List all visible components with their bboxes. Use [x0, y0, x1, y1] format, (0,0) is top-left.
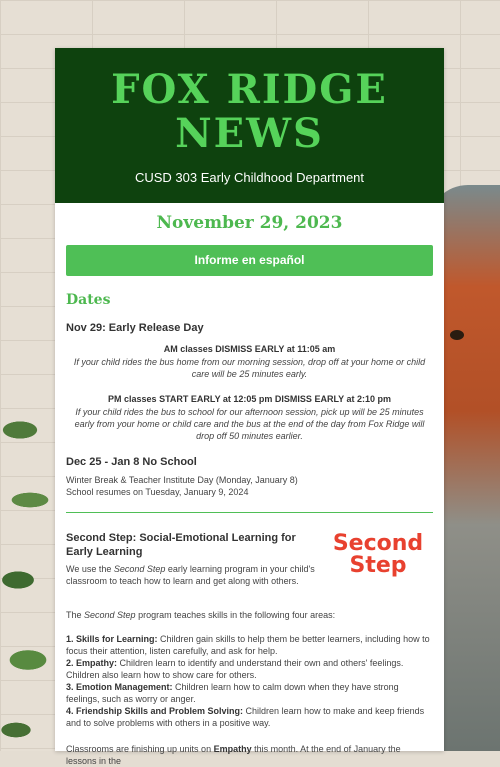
newsletter-title — [55, 68, 444, 156]
winter-break-heading: Dec 25 - Jan 8 No School — [66, 456, 197, 468]
newsletter-subtitle: CUSD 303 Early Childhood Department — [134, 170, 365, 185]
school-resumes-line: School resumes on Tuesday, January 9, 2024 — [66, 487, 249, 497]
skill-area-item: 1. Skills for Learning: Children gain skills to help them be better learners, including how to focus their attention, listen carefully, and ask for help. — [66, 634, 430, 656]
newsletter-header — [55, 48, 444, 203]
early-release-heading: Nov 29: Early Release Day — [66, 322, 204, 334]
skill-area-item: 3. Emotion Management: Children learn how to calm down when they have strong feelings, such as worry or anger. — [66, 682, 399, 704]
pm-dismiss-line: PM classes START EARLY at 12:05 pm DISMISS EARLY at 2:10 pm — [108, 394, 391, 404]
am-bus-note: If your child rides the bus home from our morning session, drop off at your home or child care will be 25 minutes early. — [73, 357, 426, 379]
issue-date: November 29, 2023 — [156, 213, 343, 233]
winter-break-line: Winter Break & Teacher Institute Day (Monday, January 8) — [66, 475, 298, 485]
section-divider — [66, 512, 433, 513]
closing-para: Classrooms are finishing up units on Empathy this month. At the end of January the lessons in the — [66, 744, 401, 766]
second-step-intro — [66, 531, 433, 601]
second-step-logo: Second Step — [332, 531, 424, 578]
skills-intro-para: The Second Step program teaches skills in the following four areas: — [66, 610, 336, 620]
fox-eye — [450, 330, 464, 340]
newsletter-card — [55, 48, 444, 766]
am-dismiss-line: AM classes DISMISS EARLY at 11:05 am — [163, 344, 336, 354]
plant-mural — [0, 390, 60, 751]
title-line-1: FOX RIDGE — [111, 66, 388, 113]
pm-bus-note: If your child rides the bus to school for our afternoon session, pick up will be 25 minutes early from your home or child care and the bus at the end of the day from Fox Ridge will drop off 50 minutes earlier. — [74, 407, 425, 441]
dates-section-title: Dates — [66, 292, 111, 308]
title-line-2: NEWS — [175, 110, 324, 157]
spanish-report-button[interactable]: Informe en español — [66, 245, 433, 276]
skill-areas-list — [66, 633, 433, 729]
skill-area-item: 4. Friendship Skills and Problem Solving: Children learn how to make and keep friends and to solve problems with others in a positive way. — [66, 706, 425, 728]
newsletter-content — [55, 213, 444, 767]
second-step-title: Second Step: Social-Emotional Learning for Early Learning — [66, 532, 296, 558]
second-step-text — [66, 531, 323, 601]
skill-area-item: 2. Empathy: Children learn to identify and understand their own and others' feelings. Children also learn how to show care for others. — [66, 658, 404, 680]
second-step-intro-para: We use the Second Step early learning program in your child's classroom to teach how to learn and get along with others. — [66, 564, 315, 586]
